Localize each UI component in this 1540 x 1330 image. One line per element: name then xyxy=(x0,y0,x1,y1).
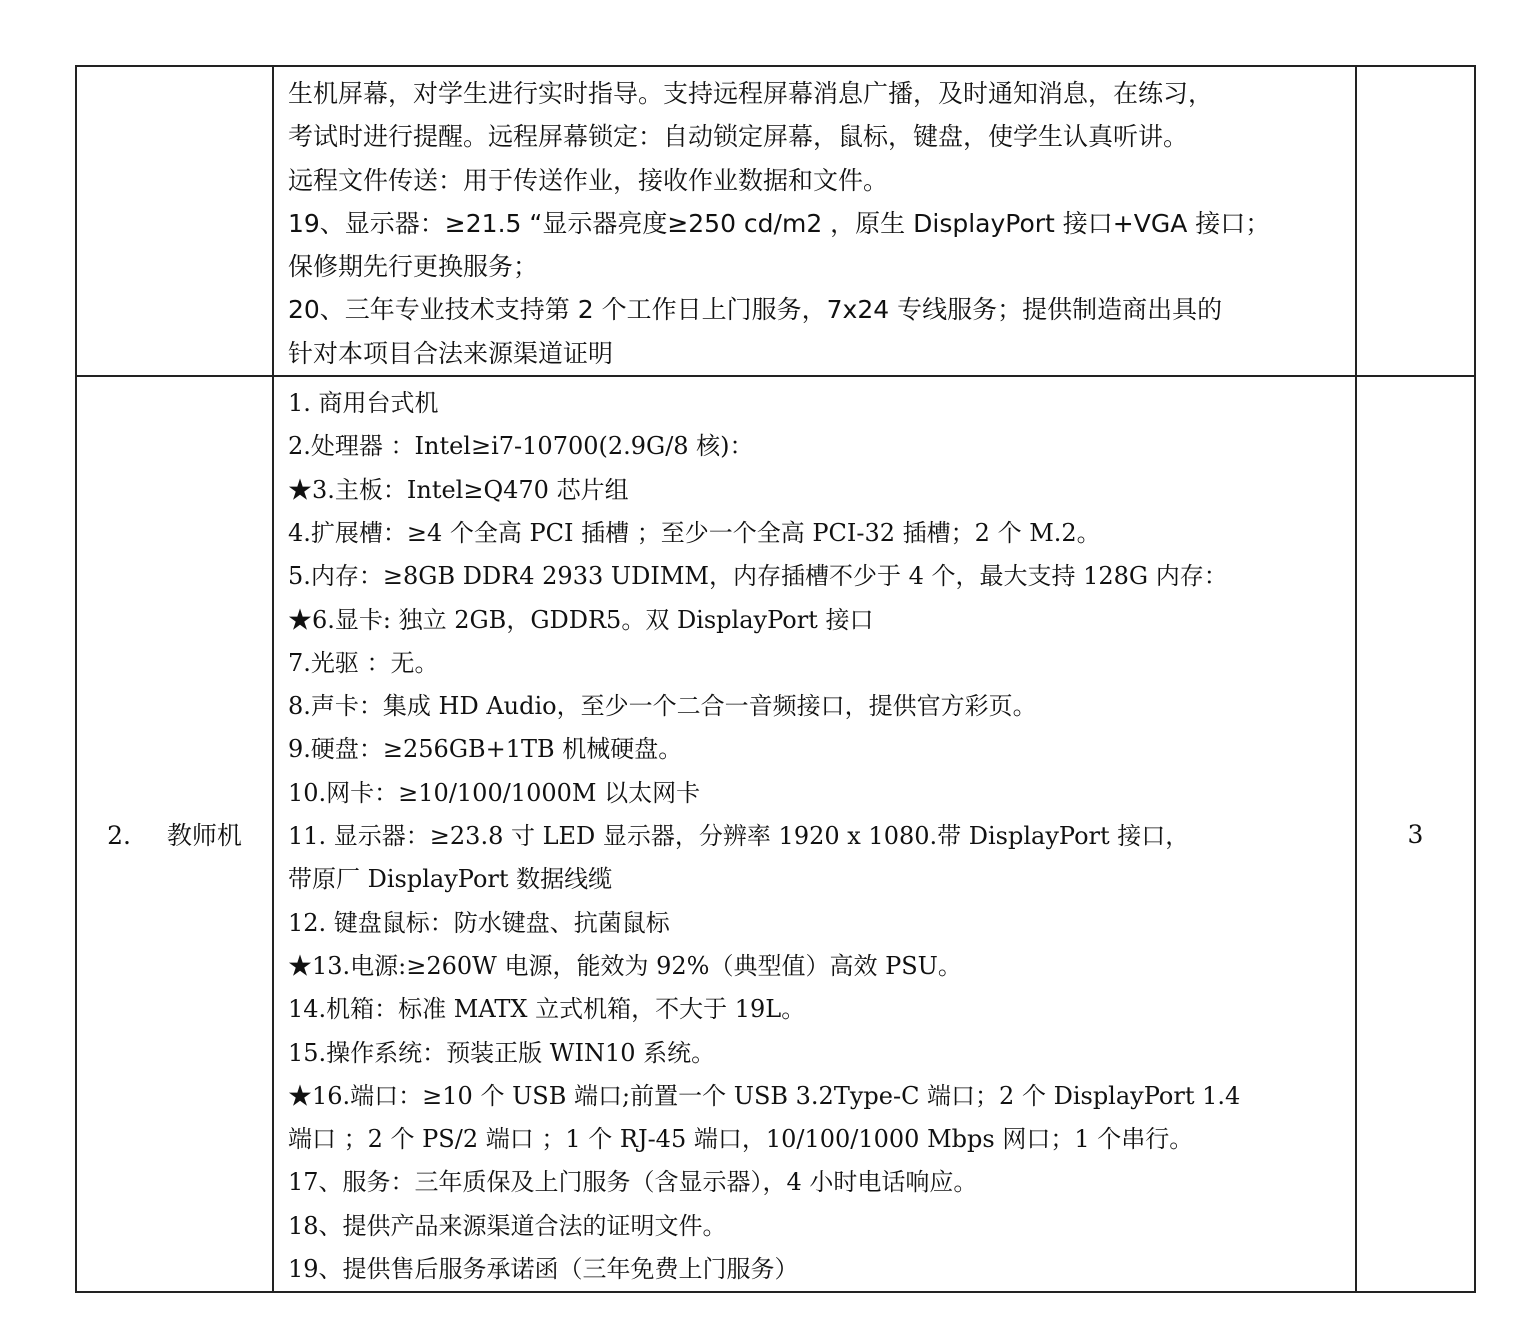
spec-table xyxy=(75,65,1476,1293)
spec-line: 19、显示器：≥21.5 “显示器亮度≥250 cd/m2 ，原生 DisplayPort 接口+VGA 接口； xyxy=(288,208,1271,238)
spec-cell xyxy=(273,376,1356,1292)
spec-cell xyxy=(273,66,1356,376)
quantity-value: 3 xyxy=(1407,819,1424,849)
item-index: 2. xyxy=(107,821,131,851)
spec-line: 8.声卡：集成 HD Audio，至少一个二合一音频接口，提供官方彩页。 xyxy=(288,692,1037,721)
table-row xyxy=(76,66,1475,376)
spec-line: 14.机箱：标准 MATX 立式机箱，不大于 19L。 xyxy=(288,995,806,1024)
spec-line: 10.网卡：≥10/100/1000M 以太网卡 xyxy=(288,778,701,807)
item-name: 教师机 xyxy=(166,821,242,851)
item-cell xyxy=(76,66,273,376)
spec-line: 15.操作系统：预装正版 WIN10 系统。 xyxy=(288,1038,716,1067)
spec-line: 1. 商用台式机 xyxy=(288,389,439,418)
spec-line: 远程文件传送：用于传送作业，接收作业数据和文件。 xyxy=(288,165,889,195)
spec-line: 20、三年专业技术支持第 2 个工作日上门服务，7x24 专线服务；提供制造商出具的 xyxy=(288,295,1223,325)
spec-line: ★13.电源:≥260W 电源，能效为 92%（典型值）高效 PSU。 xyxy=(288,951,962,980)
spec-line: ★6.显卡: 独立 2GB，GDDR5。双 DisplayPort 接口 xyxy=(288,605,874,634)
spec-line: 18、提供产品来源渠道合法的证明文件。 xyxy=(288,1211,727,1240)
spec-line: ★16.端口：≥10 个 USB 端口;前置一个 USB 3.2Type-C 端口；2 个 DisplayPort 1.4 xyxy=(288,1081,1241,1110)
spec-line: 12. 键盘鼠标：防水键盘、抗菌鼠标 xyxy=(288,908,670,937)
spec-line: 11. 显示器：≥23.8 寸 LED 显示器，分辨率 1920 x 1080.带 DisplayPort 接口， xyxy=(288,822,1190,851)
spec-line: 4.扩展槽：≥4 个全高 PCI 插槽 ；至少一个全高 PCI-32 插槽；2 个 M.2。 xyxy=(288,518,1101,547)
spec-line: 带原厂 DisplayPort 数据线缆 xyxy=(288,865,613,894)
spec-line: 针对本项目合法来源渠道证明 xyxy=(288,338,614,368)
spec-line: 端口 ；2 个 PS/2 端口 ；1 个 RJ-45 端口，10/100/1000 Mbps 网口；1 个串行。 xyxy=(288,1125,1194,1154)
quantity-cell xyxy=(1356,66,1475,376)
table-row xyxy=(76,376,1475,1292)
spec-line: 17、服务：三年质保及上门服务（含显示器），4 小时电话响应。 xyxy=(288,1168,978,1197)
spec-line: 2.处理器 ：Intel≥i7-10700(2.9G/8 核)： xyxy=(288,432,754,461)
spec-line: 考试时进行提醒。远程屏幕锁定：自动锁定屏幕，鼠标，键盘，使学生认真听讲。 xyxy=(288,122,1189,152)
spec-line: 7.光驱 ：无。 xyxy=(288,648,439,677)
spec-line: 19、提供售后服务承诺函（三年免费上门服务） xyxy=(288,1255,799,1284)
spec-line: ★3.主板：Intel≥Q470 芯片组 xyxy=(288,475,629,504)
spec-line: 5.内存：≥8GB DDR4 2933 UDIMM，内存插槽不少于 4 个，最大支持 128G 内存： xyxy=(288,562,1228,591)
spec-line: 生机屏幕，对学生进行实时指导。支持远程屏幕消息广播，及时通知消息，在练习， xyxy=(288,79,1214,108)
item-cell xyxy=(76,376,273,1292)
quantity-cell xyxy=(1356,376,1475,1292)
spec-line: 9.硬盘：≥256GB+1TB 机械硬盘。 xyxy=(288,735,683,764)
spec-line: 保修期先行更换服务； xyxy=(288,252,539,282)
